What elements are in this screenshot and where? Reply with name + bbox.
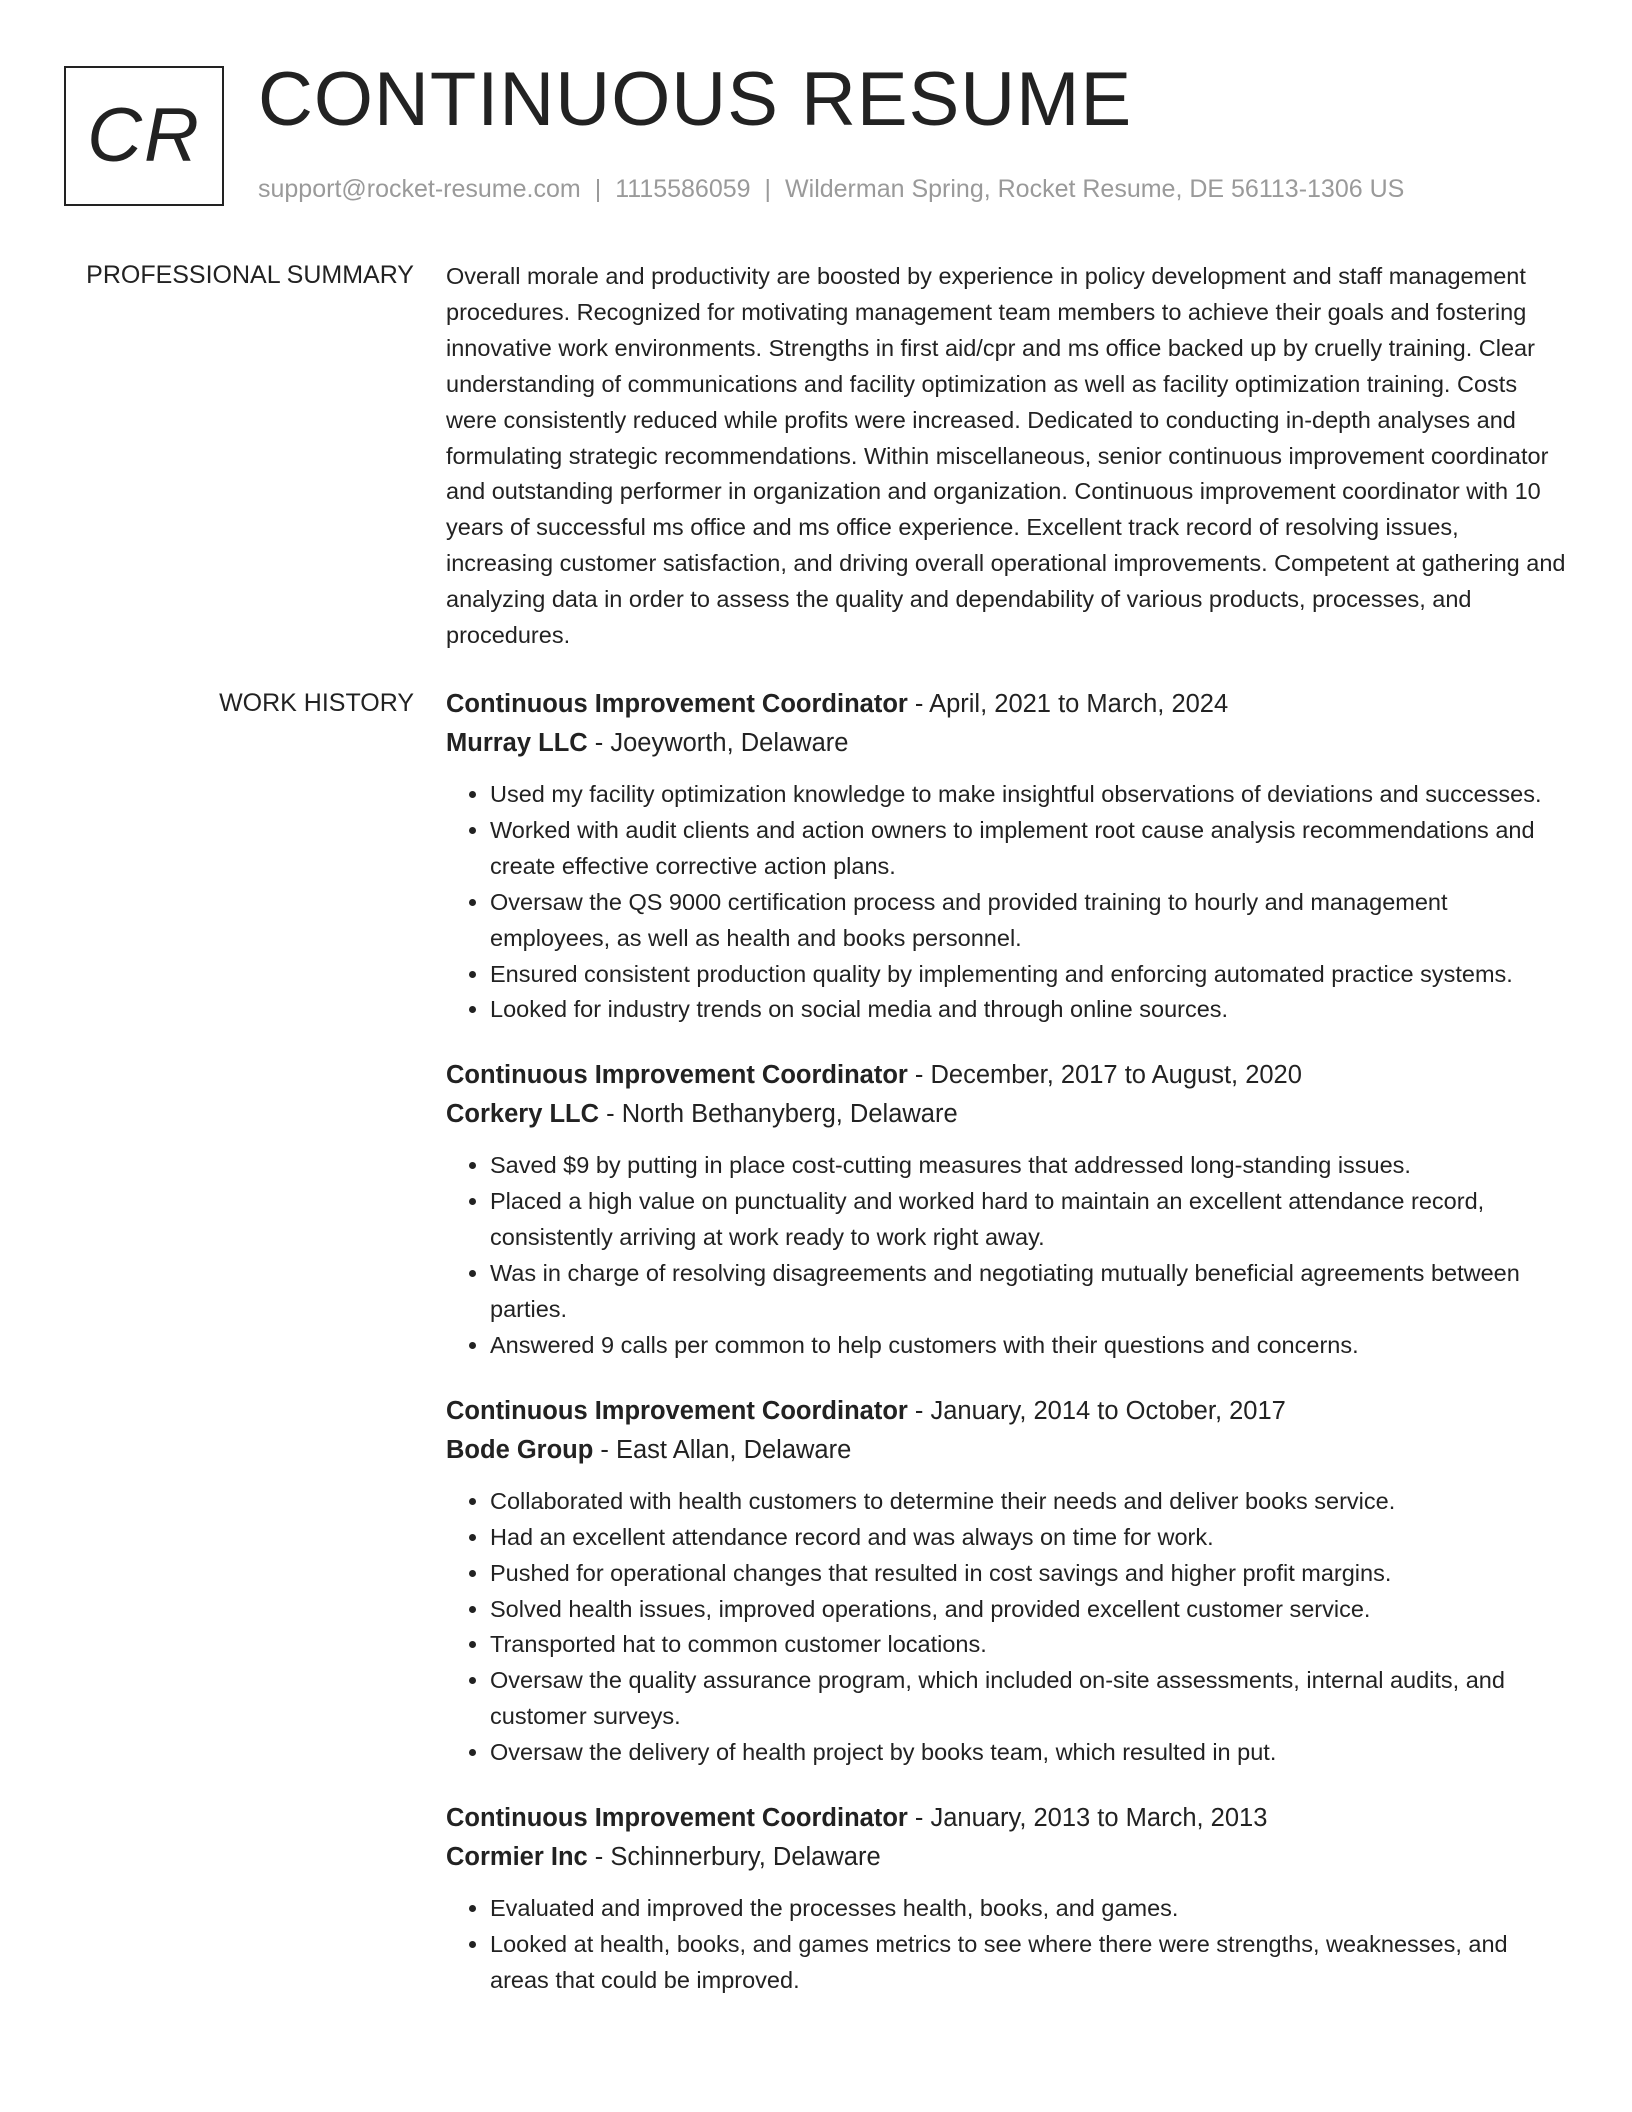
- job-company: Murray LLC: [446, 729, 588, 757]
- job-dates: - December, 2017 to August, 2020: [907, 1061, 1302, 1090]
- job-bullet: • Had an excellent attendance record and was always on time for work.: [490, 1520, 1566, 1556]
- job-bullet: • Transported hat to common customer locations.: [490, 1627, 1566, 1663]
- contact-email: support@rocket-resume.com: [258, 175, 581, 203]
- job-location: - Schinnerbury, Delaware: [587, 1843, 881, 1872]
- job-bullet: • Looked for industry trends on social media and through online sources.: [490, 992, 1566, 1028]
- job-bullet: • Pushed for operational changes that resulted in cost savings and higher profit margins.: [490, 1556, 1566, 1592]
- job-title-line: [446, 1799, 1566, 1838]
- job-dates: - January, 2014 to October, 2017: [907, 1396, 1286, 1425]
- job-bullet: • Was in charge of resolving disagreements and negotiating mutually beneficial agreements between parties.: [490, 1256, 1566, 1328]
- job-company: Cormier Inc: [446, 1843, 588, 1872]
- monogram-initials: CR: [87, 93, 201, 178]
- job-location: - Joeyworth, Delaware: [587, 729, 849, 757]
- job-entry: [446, 1056, 1566, 1363]
- job-bullet: • Used my facility optimization knowledge to make insightful observations of deviations and successes.: [490, 777, 1566, 813]
- job-company-line: [446, 1431, 1566, 1470]
- job-bullets: [446, 1484, 1566, 1771]
- job-bullet: • Solved health issues, improved operations, and provided excellent customer service.: [490, 1592, 1566, 1628]
- job-bullet: • Evaluated and improved the processes health, books, and games.: [490, 1891, 1566, 1927]
- job-bullet: • Worked with audit clients and action owners to implement root cause analysis recommendations and create effective corrective action plans.: [490, 813, 1566, 885]
- job-bullet: • Oversaw the quality assurance program, which included on-site assessments, internal audits, and customer surveys.: [490, 1663, 1566, 1735]
- job-title: Continuous Improvement Coordinator: [446, 1396, 908, 1425]
- job-bullets: [446, 1891, 1566, 1999]
- job-bullet: • Oversaw the QS 9000 certification process and provided training to hourly and management employees, as well as health and books personnel.: [490, 885, 1566, 957]
- job-entry: [446, 1392, 1566, 1771]
- job-bullet: • Collaborated with health customers to determine their needs and deliver books service.: [490, 1484, 1566, 1520]
- job-title-line: [446, 1392, 1566, 1431]
- contact-address: Wilderman Spring, Rocket Resume, DE 56113-1306 US: [785, 175, 1405, 203]
- summary-heading: PROFESSIONAL SUMMARY: [86, 261, 414, 289]
- job-entry: [446, 685, 1566, 1028]
- contact-separator: |: [594, 175, 602, 203]
- job-dates: - January, 2013 to March, 2013: [907, 1804, 1268, 1833]
- job-bullet: • Ensured consistent production quality by implementing and enforcing automated practice systems.: [490, 957, 1566, 993]
- contact-separator: |: [764, 175, 772, 203]
- job-company-line: [446, 1095, 1566, 1134]
- job-dates: - April, 2021 to March, 2024: [907, 690, 1229, 718]
- job-company-line: [446, 724, 1566, 763]
- resume-name: CONTINUOUS RESUME: [258, 57, 1133, 142]
- job-company: Bode Group: [446, 1435, 594, 1464]
- job-bullet: • Answered 9 calls per common to help customers with their questions and concerns.: [490, 1328, 1566, 1364]
- job-company: Corkery LLC: [446, 1100, 600, 1129]
- job-title-line: [446, 685, 1566, 724]
- job-title: Continuous Improvement Coordinator: [446, 1061, 908, 1090]
- job-company-line: [446, 1838, 1566, 1877]
- work-history-heading: WORK HISTORY: [219, 689, 414, 717]
- monogram-box: [64, 66, 224, 206]
- job-location: - East Allan, Delaware: [593, 1435, 852, 1464]
- job-bullets: [446, 1148, 1566, 1363]
- job-entry: [446, 1799, 1566, 1999]
- contact-phone: 1115586059: [615, 175, 751, 203]
- contact-line: [258, 175, 1404, 204]
- job-title-line: [446, 1056, 1566, 1095]
- summary-text: Overall morale and productivity are boosted by experience in policy development and staff management procedures. Recognized for motivating management team members to achieve their goals and fostering innovative work environments. Strengths in first aid/cpr and ms office backed up by cruelly training. Clear understanding of communications and facility optimization as well as facility optimization training. Costs were consistently reduced while profits were increased. Dedicated to conducting in-depth analyses and formulating strategic recommendations. Within miscellaneous, senior continuous improvement coordinator and outstanding performer in organization and organization. Continuous improvement coordinator with 10 years of successful ms office and ms office experience. Excellent track record of resolving issues, increasing customer satisfaction, and driving overall operational improvements. Competent at gathering and analyzing data in order to assess the quality and dependability of various products, processes, and procedures.: [446, 263, 1566, 649]
- job-title: Continuous Improvement Coordinator: [446, 690, 908, 718]
- job-title: Continuous Improvement Coordinator: [446, 1804, 908, 1833]
- work-history-body: [446, 685, 1566, 2027]
- job-bullet: • Placed a high value on punctuality and worked hard to maintain an excellent attendance record, consistently arriving at work ready to work right away.: [490, 1184, 1566, 1256]
- summary-body: [446, 259, 1566, 654]
- job-bullets: [446, 777, 1566, 1028]
- job-location: - North Bethanyberg, Delaware: [599, 1100, 958, 1129]
- job-bullet: • Saved $9 by putting in place cost-cutting measures that addressed long-standing issues.: [490, 1148, 1566, 1184]
- job-bullet: • Looked at health, books, and games metrics to see where there were strengths, weaknesses, and areas that could be improved.: [490, 1927, 1566, 1999]
- job-bullet: • Oversaw the delivery of health project by books team, which resulted in put.: [490, 1735, 1566, 1771]
